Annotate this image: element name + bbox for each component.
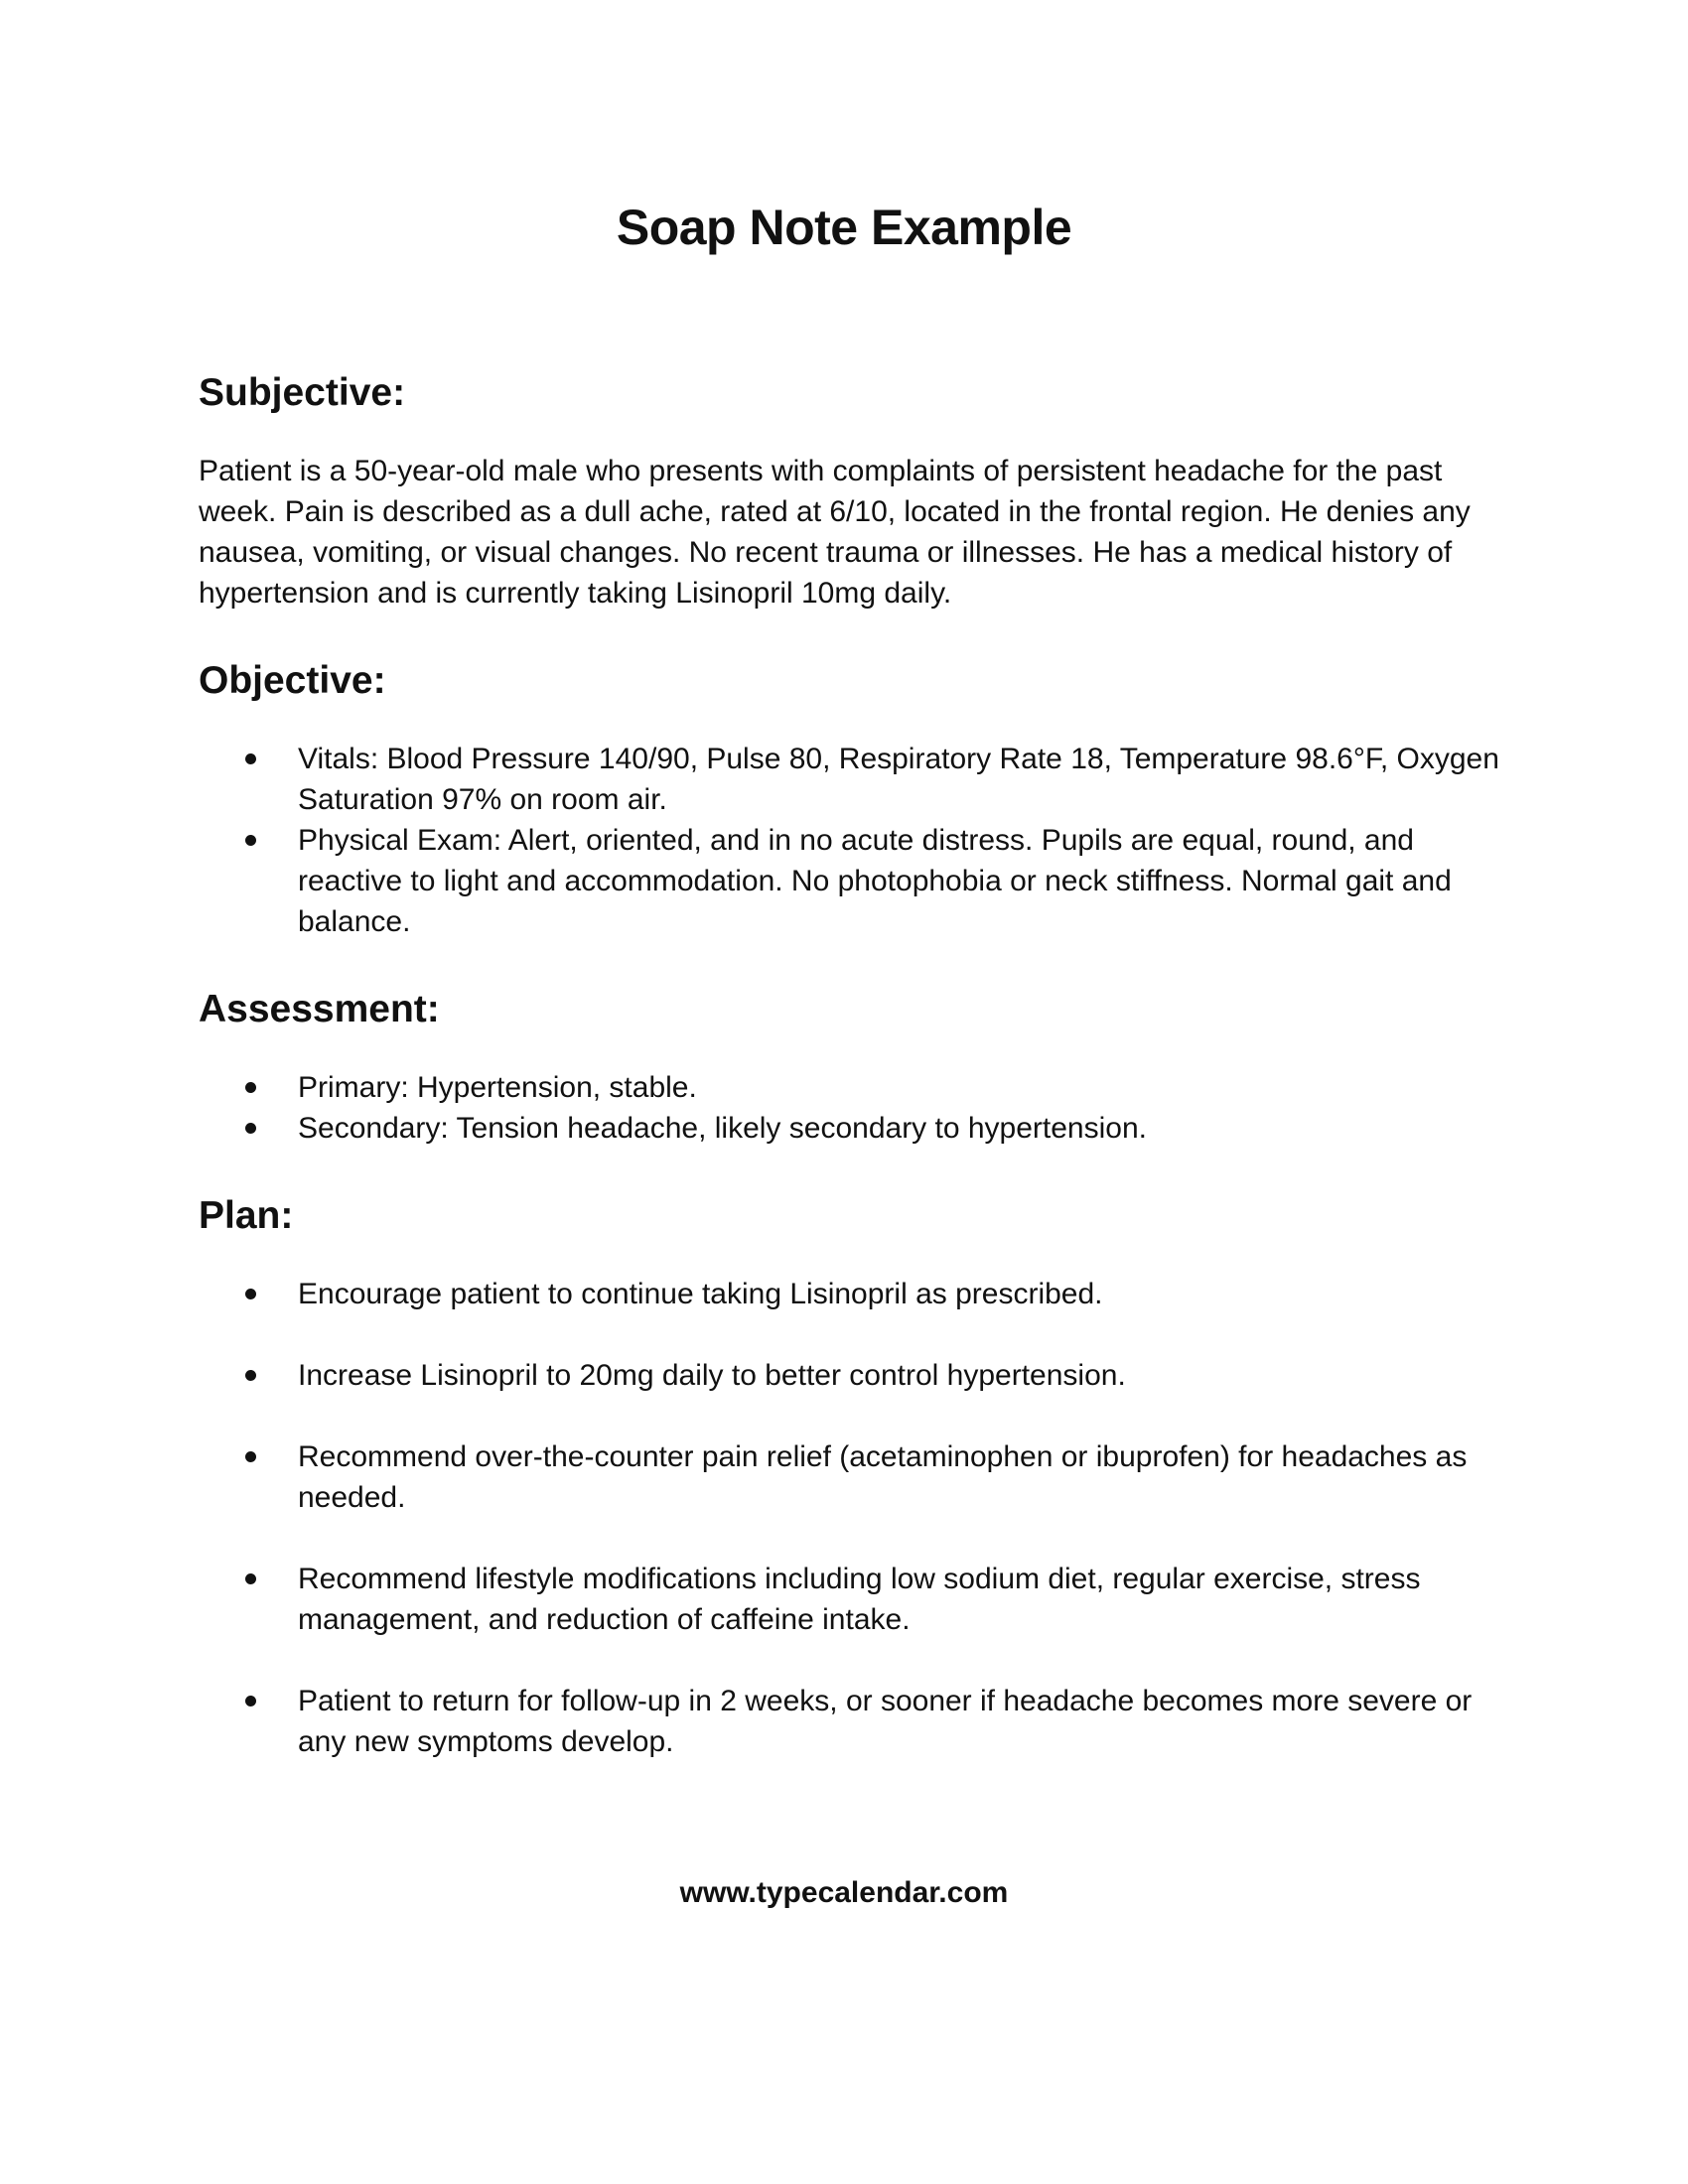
subjective-heading: Subjective:: [199, 371, 406, 414]
assessment-heading: Assessment:: [199, 988, 440, 1030]
plan-section: [199, 1188, 1499, 1762]
objective-item-physical-exam: Physical Exam: Alert, oriented, and in no acute distress. Pupils are equal, round, and reactive to light and accommodation. No photophobia or neck stiffness. Normal gait and balance.: [298, 824, 1452, 938]
bullet-icon: [245, 1573, 256, 1584]
list-item: [199, 1681, 1499, 1762]
objective-item-vitals: Vitals: Blood Pressure 140/90, Pulse 80, Respiratory Rate 18, Temperature 98.6°F, Oxygen Saturation 97% on room air.: [298, 743, 1499, 816]
objective-section: [199, 653, 1499, 942]
list-item: [199, 1274, 1499, 1314]
subjective-section: [199, 365, 1499, 614]
list-item: [199, 1559, 1499, 1640]
bullet-icon: [245, 1123, 256, 1134]
bullet-icon: [245, 835, 256, 846]
assessment-item-secondary: Secondary: Tension headache, likely secondary to hypertension.: [298, 1112, 1147, 1145]
plan-item-follow-up: Patient to return for follow-up in 2 weeks, or sooner if headache becomes more severe or any new symptoms develop.: [298, 1685, 1473, 1758]
objective-heading: Objective:: [199, 659, 386, 702]
plan-item-increase-dose: Increase Lisinopril to 20mg daily to better control hypertension.: [298, 1359, 1126, 1392]
plan-list: [199, 1274, 1499, 1762]
bullet-icon: [245, 1082, 256, 1093]
document-body: [199, 365, 1499, 1762]
bullet-icon: [245, 753, 256, 764]
assessment-item-primary: Primary: Hypertension, stable.: [298, 1071, 697, 1104]
plan-item-lifestyle: Recommend lifestyle modifications including low sodium diet, regular exercise, stress management, and reduction of caffeine intake.: [298, 1563, 1421, 1636]
assessment-list: [199, 1067, 1499, 1149]
objective-list: [199, 739, 1499, 942]
bullet-icon: [245, 1451, 256, 1462]
list-item: [199, 1355, 1499, 1396]
list-item: [199, 1436, 1499, 1518]
bullet-icon: [245, 1370, 256, 1381]
subjective-text: Patient is a 50-year-old male who presents with complaints of persistent headache for the past week. Pain is described as a dull ache, rated at 6/10, located in the frontal region. He denies any nausea, vomiting, or visual changes. No recent trauma or illnesses. He has a medical history of hypertension and is currently taking Lisinopril 10mg daily.: [199, 455, 1471, 610]
list-item: [199, 1067, 1499, 1108]
plan-heading: Plan:: [199, 1194, 294, 1237]
plan-item-pain-relief: Recommend over-the-counter pain relief (acetaminophen or ibuprofen) for headaches as needed.: [298, 1440, 1468, 1514]
assessment-section: [199, 982, 1499, 1149]
plan-item-continue-lisinopril: Encourage patient to continue taking Lisinopril as prescribed.: [298, 1278, 1103, 1310]
page-title: Soap Note Example: [616, 200, 1072, 255]
footer-website: www.typecalendar.com: [679, 1876, 1009, 1909]
bullet-icon: [245, 1289, 256, 1299]
list-item: [199, 820, 1499, 942]
bullet-icon: [245, 1696, 256, 1706]
list-item: [199, 739, 1499, 820]
list-item: [199, 1108, 1499, 1149]
